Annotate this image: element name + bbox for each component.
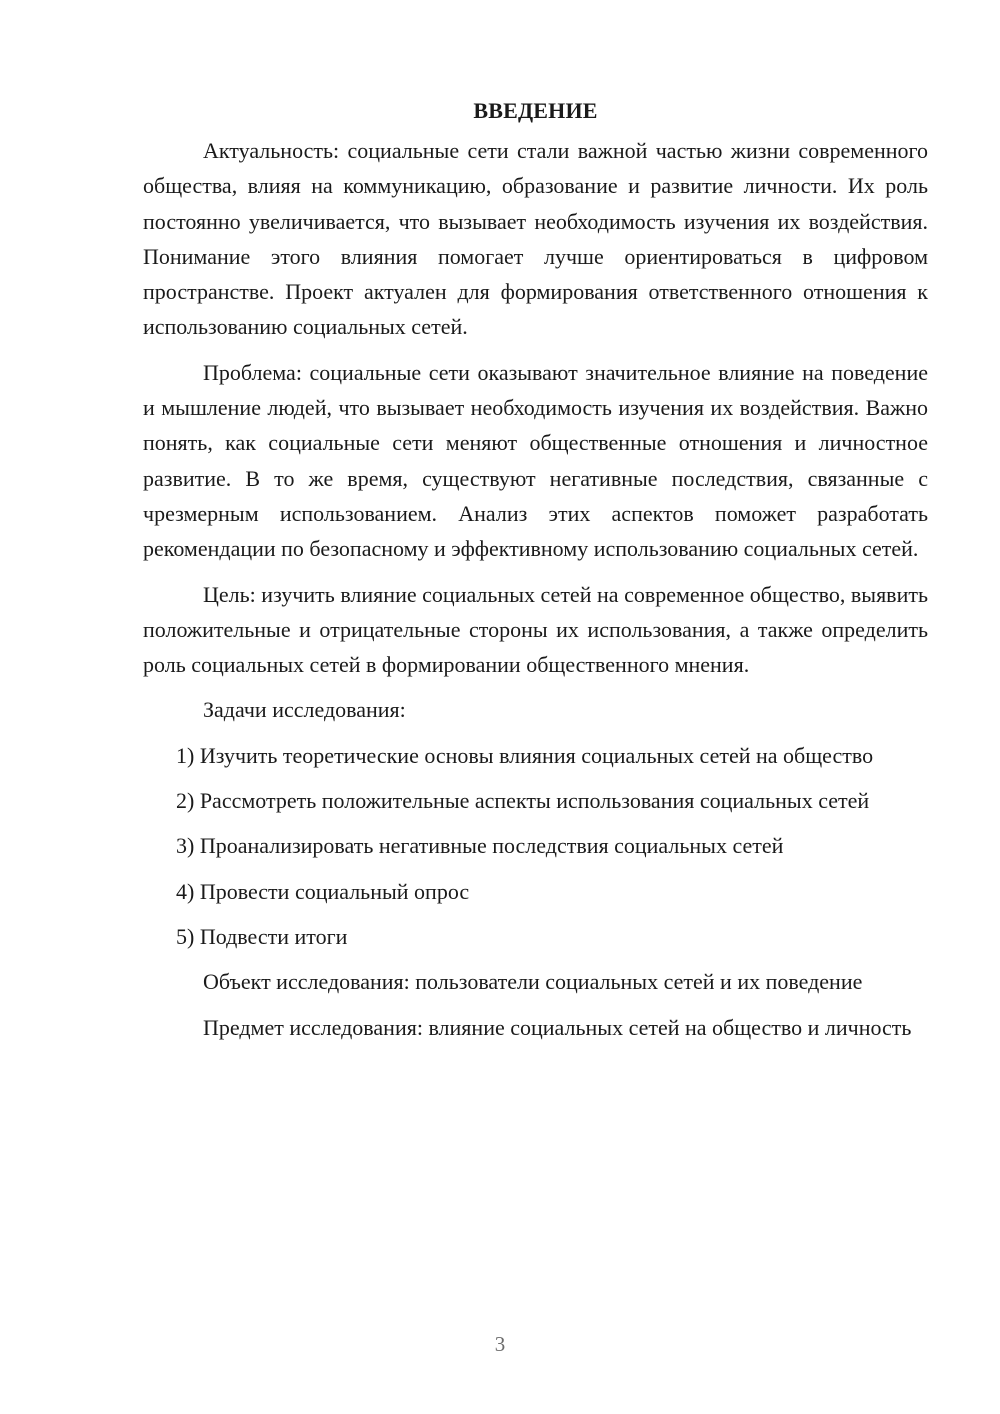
list-item: 3) Проанализировать негативные последствия социальных сетей — [176, 833, 784, 859]
paragraph-goal: Цель: изучить влияние социальных сетей на современное общество, выявить положительные и отрицательные стороны их использования, а также определить роль социальных сетей в формировании общественного мнения. — [143, 581, 928, 678]
list-item: 1) Изучить теоретические основы влияния социальных сетей на общество — [176, 742, 874, 768]
tasks-list — [143, 738, 928, 954]
list-item: 5) Подвести итоги — [176, 923, 348, 949]
paragraph-problem: Проблема: социальные сети оказывают значительное влияние на поведение и мышление людей, что вызывает необходимость изучения их воздействия. Важно понять, как социальные сети меняют общественные отношения и личностное развитие. В то же время, существуют негативные последствия, связанные с чрезмерным использованием. Анализ этих аспектов поможет разработать рекомендации по безопасному и эффективному использованию социальных сетей. — [143, 359, 928, 562]
paragraph-object: Объект исследования: пользователи социальных сетей и их поведение — [203, 969, 863, 995]
page-number: 3 — [494, 1332, 506, 1356]
tasks-heading: Задачи исследования: — [203, 697, 406, 723]
paragraph-relevance: Актуальность: социальные сети стали важной частью жизни современного общества, влияя на коммуникацию, образование и развитие личности. Их роль постоянно увеличивается, что вызывает необходимость изучения их воздействия. Понимание этого влияния помогает лучше ориентироваться в цифровом пространстве. Проект актуален для формирования ответственного отношения к использованию социальных сетей. — [143, 138, 928, 340]
page-title: ВВЕДЕНИЕ — [473, 98, 598, 123]
document-page — [143, 88, 928, 1055]
list-item: 2) Рассмотреть положительные аспекты использования социальных сетей — [176, 788, 870, 814]
list-item: 4) Провести социальный опрос — [176, 878, 470, 904]
paragraph-subject: Предмет исследования: влияние социальных сетей на общество и личность — [203, 1014, 912, 1040]
